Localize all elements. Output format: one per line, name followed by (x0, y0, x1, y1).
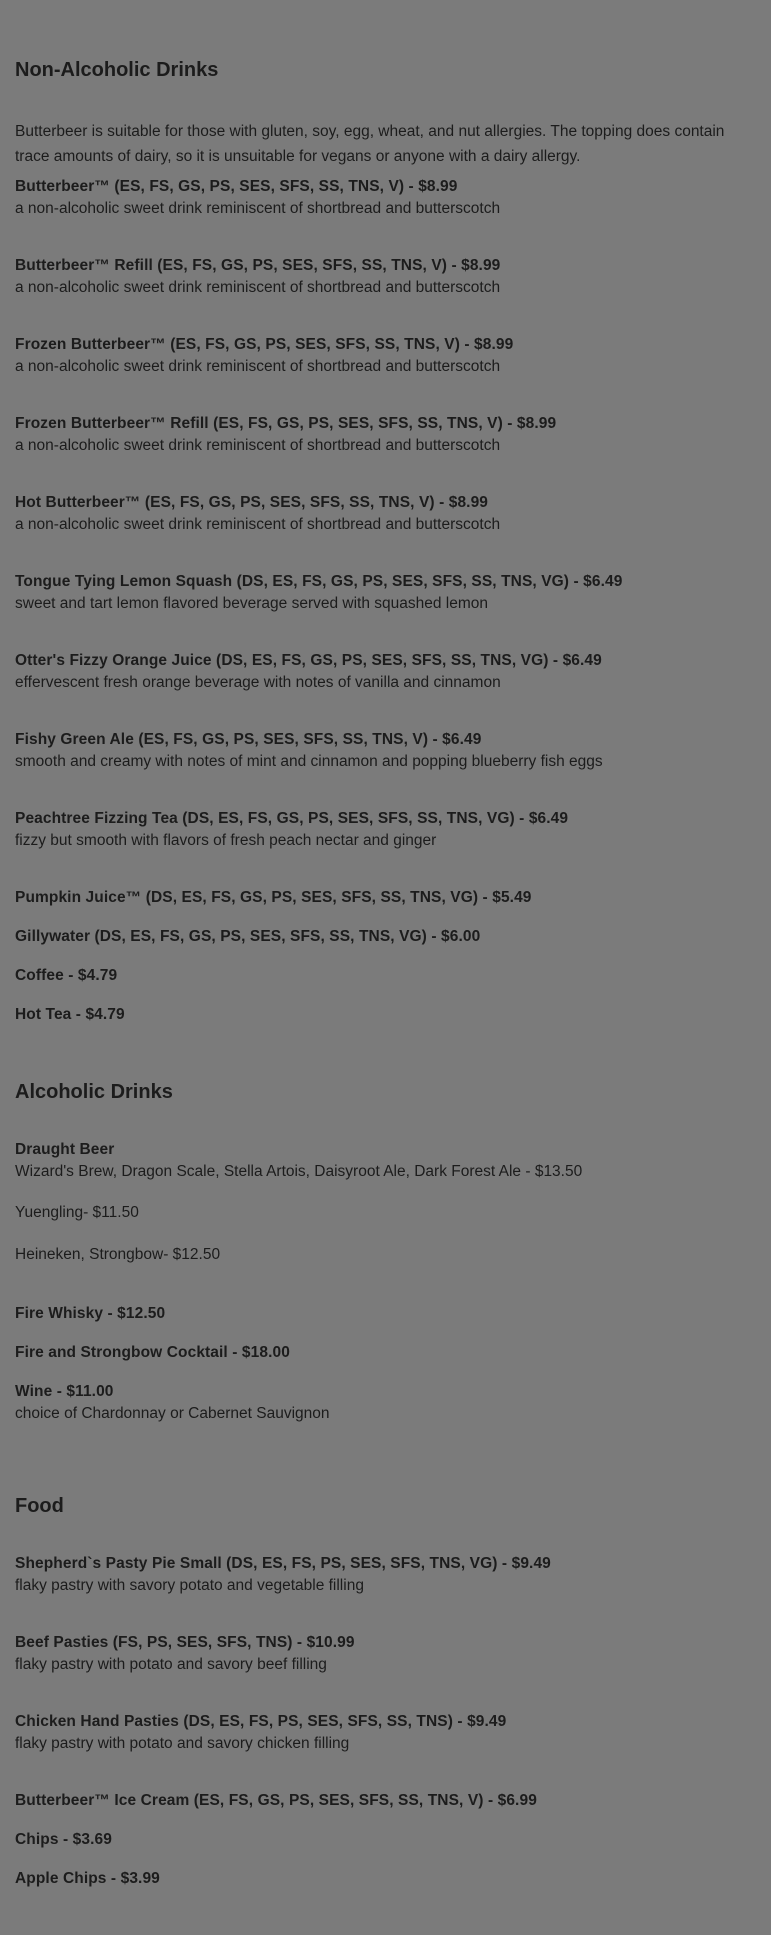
menu-item (15, 413, 756, 457)
item-name: Beef Pasties (FS, PS, SES, SFS, TNS) - $10.99 (15, 1634, 355, 1651)
menu-item (15, 926, 756, 948)
item-description: a non-alcoholic sweet drink reminiscent of shortbread and butterscotch (15, 516, 501, 533)
draught-line: Yuengling- $11.50 (15, 1204, 139, 1221)
alcoholic-section (15, 1078, 756, 1106)
item-name: Shepherd`s Pasty Pie Small (DS, ES, FS, PS, SES, SFS, TNS, VG) - $9.49 (15, 1555, 551, 1572)
item-description: flaky pastry with savory potato and vegetable filling (15, 1577, 364, 1594)
section-title-non-alcoholic: Non-Alcoholic Drinks (15, 59, 219, 81)
menu-item (15, 887, 756, 909)
item-name: Draught Beer (15, 1141, 115, 1158)
menu-item (15, 1004, 756, 1026)
menu-item (15, 334, 756, 378)
item-name: Frozen Butterbeer™ Refill (ES, FS, GS, PS, SES, SFS, SS, TNS, V) - $8.99 (15, 415, 557, 432)
item-description: flaky pastry with potato and savory beef filling (15, 1656, 327, 1673)
allergy-note: Butterbeer is suitable for those with gluten, soy, egg, wheat, and nut allergies. The topping does contain trace amounts of dairy, so it is unsuitable for vegans or anyone with a dairy allergy. (15, 123, 725, 165)
item-name: Butterbeer™ Ice Cream (ES, FS, GS, PS, SES, SFS, SS, TNS, V) - $6.99 (15, 1792, 537, 1809)
item-description: a non-alcoholic sweet drink reminiscent of shortbread and butterscotch (15, 358, 501, 375)
item-name: Hot Tea - $4.79 (15, 1006, 125, 1023)
menu-item (15, 571, 756, 615)
item-name: Gillywater (DS, ES, FS, GS, PS, SES, SFS, SS, TNS, VG) - $6.00 (15, 928, 481, 945)
menu-item (15, 965, 756, 987)
item-name: Apple Chips - $3.99 (15, 1870, 160, 1887)
item-description: smooth and creamy with notes of mint and cinnamon and popping blueberry fish eggs (15, 753, 603, 770)
item-description: a non-alcoholic sweet drink reminiscent of shortbread and butterscotch (15, 200, 501, 217)
non-alcoholic-section (15, 56, 756, 84)
item-description: a non-alcoholic sweet drink reminiscent of shortbread and butterscotch (15, 279, 501, 296)
item-description: sweet and tart lemon flavored beverage served with squashed lemon (15, 595, 489, 612)
non-alcoholic-items (15, 176, 756, 1036)
draught-line: Wizard's Brew, Dragon Scale, Stella Artois, Daisyroot Ale, Dark Forest Ale - $13.50 (15, 1163, 583, 1180)
item-name: Butterbeer™ (ES, FS, GS, PS, SES, SFS, SS, TNS, V) - $8.99 (15, 178, 458, 195)
item-name: Fire and Strongbow Cocktail - $18.00 (15, 1344, 290, 1361)
draught-line: Heineken, Strongbow- $12.50 (15, 1246, 221, 1263)
non-alcoholic-intro-block (15, 119, 756, 169)
item-description: choice of Chardonnay or Cabernet Sauvignon (15, 1405, 330, 1422)
alcoholic-items (15, 1139, 756, 1439)
item-name: Fire Whisky - $12.50 (15, 1305, 166, 1322)
menu-item (15, 1868, 756, 1890)
item-name: Peachtree Fizzing Tea (DS, ES, FS, GS, PS, SES, SFS, SS, TNS, VG) - $6.49 (15, 810, 569, 827)
menu-item (15, 1342, 756, 1364)
draught-beer-item (15, 1139, 756, 1183)
section-title-alcoholic: Alcoholic Drinks (15, 1081, 173, 1103)
item-name: Butterbeer™ Refill (ES, FS, GS, PS, SES, SFS, SS, TNS, V) - $8.99 (15, 257, 501, 274)
item-name: Hot Butterbeer™ (ES, FS, GS, PS, SES, SFS, SS, TNS, V) - $8.99 (15, 494, 489, 511)
menu-item (15, 1381, 756, 1425)
item-name: Fishy Green Ale (ES, FS, GS, PS, SES, SFS, SS, TNS, V) - $6.49 (15, 731, 482, 748)
section-title-food: Food (15, 1495, 64, 1517)
item-name: Chips - $3.69 (15, 1831, 112, 1848)
menu-item (15, 650, 756, 694)
menu-item (15, 176, 756, 220)
menu-item (15, 729, 756, 773)
menu-item (15, 1303, 756, 1325)
food-section (15, 1492, 756, 1520)
item-name: Otter's Fizzy Orange Juice (DS, ES, FS, GS, PS, SES, SFS, SS, TNS, VG) - $6.49 (15, 652, 602, 669)
item-name: Chicken Hand Pasties (DS, ES, FS, PS, SES, SFS, SS, TNS) - $9.49 (15, 1713, 507, 1730)
item-name: Wine - $11.00 (15, 1383, 114, 1400)
menu-item (15, 1790, 756, 1812)
menu-item (15, 1553, 756, 1597)
item-name: Coffee - $4.79 (15, 967, 118, 984)
menu-item (15, 808, 756, 852)
item-name: Pumpkin Juice™ (DS, ES, FS, GS, PS, SES, SFS, SS, TNS, VG) - $5.49 (15, 889, 532, 906)
menu-item (15, 1632, 756, 1676)
menu-item (15, 492, 756, 536)
item-name: Frozen Butterbeer™ (ES, FS, GS, PS, SES, SFS, SS, TNS, V) - $8.99 (15, 336, 514, 353)
item-description: flaky pastry with potato and savory chicken filling (15, 1735, 350, 1752)
item-description: fizzy but smooth with flavors of fresh peach nectar and ginger (15, 832, 437, 849)
item-description: a non-alcoholic sweet drink reminiscent of shortbread and butterscotch (15, 437, 501, 454)
item-name: Tongue Tying Lemon Squash (DS, ES, FS, GS, PS, SES, SFS, SS, TNS, VG) - $6.49 (15, 573, 623, 590)
menu-item (15, 255, 756, 299)
menu-item (15, 1829, 756, 1851)
menu-item (15, 1711, 756, 1755)
food-items (15, 1553, 756, 1893)
item-description: effervescent fresh orange beverage with notes of vanilla and cinnamon (15, 674, 501, 691)
